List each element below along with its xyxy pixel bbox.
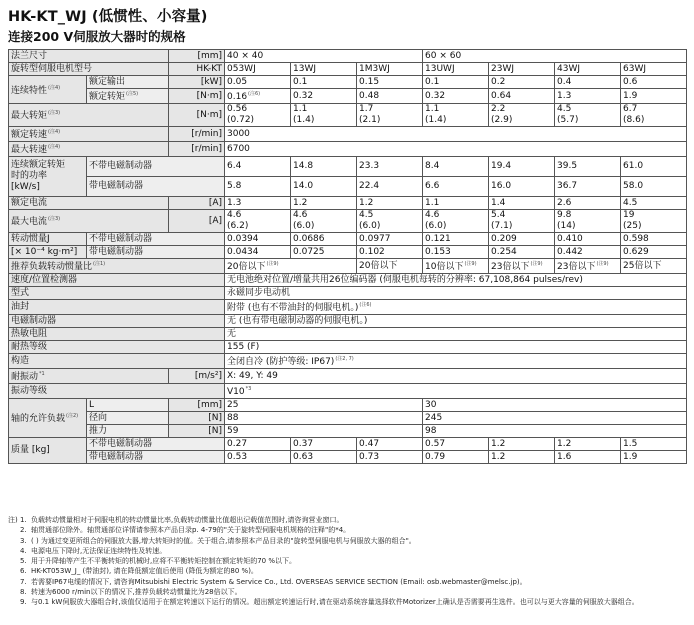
unit-label: [r/min] — [169, 142, 225, 157]
table-cell: 0.0394 — [225, 233, 291, 246]
row-label: 型式 — [9, 287, 225, 300]
table-cell: 20倍以下$^{(注9)}$ — [225, 259, 357, 274]
unit-label: [m/s²] — [169, 369, 225, 384]
table-row — [9, 177, 687, 197]
table-cell: 1.2 — [357, 197, 423, 210]
table-cell: 1.6 — [555, 451, 621, 464]
row-label: 推力 — [87, 425, 169, 438]
row-label: 油封 — [9, 300, 225, 315]
table-row — [9, 315, 687, 328]
row-label: 振动等级 — [9, 384, 225, 399]
table-cell: 2.6 — [555, 197, 621, 210]
table-cell: 1.1 — [423, 197, 489, 210]
table-cell: 1.7 (2.1) — [357, 104, 423, 127]
unit-label: [N·m] — [169, 89, 225, 104]
row-label: 带电磁制动器 — [87, 246, 225, 259]
table-row — [9, 89, 687, 104]
row-label: 不带电磁制动器 — [87, 438, 225, 451]
table-cell: 23倍以下$^{(注9)}$ — [555, 259, 621, 274]
table-row — [9, 210, 687, 233]
unit-label: [r/min] — [169, 127, 225, 142]
table-row — [9, 300, 687, 315]
table-row — [9, 369, 687, 384]
table-cell: 永磁同步电动机 — [225, 287, 687, 300]
table-cell: 1.2 — [555, 438, 621, 451]
row-group-label: 轴的允许负载$^{(注2)}$ — [9, 399, 87, 438]
table-cell: 2.2 (2.9) — [489, 104, 555, 127]
note-item: 8. 转速为6000 r/min以下的情况下,推荐负载转动惯量比为28倍以下。 — [20, 588, 242, 597]
table-row — [9, 425, 687, 438]
table-cell: 无电池绝对位置/增量共用26位编码器 (伺服电机每转的分辨率: 67,108,864 pulses/rev) — [225, 274, 687, 287]
table-cell: 61.0 — [621, 157, 687, 177]
table-cell: 0.254 — [489, 246, 555, 259]
table-cell: 0.410 — [555, 233, 621, 246]
table-cell: $0.16^{(注6)}$ — [225, 89, 291, 104]
table-cell: 245 — [423, 412, 687, 425]
table-cell: 6.4 — [225, 157, 291, 177]
table-cell: 1.2 — [291, 197, 357, 210]
table-cell: 0.57 — [423, 438, 489, 451]
table-row — [9, 233, 687, 246]
model-name: 053WJ — [225, 63, 291, 76]
row-label: 最大转矩$^{(注3)}$ — [9, 104, 169, 127]
table-cell: 58.0 — [621, 177, 687, 197]
table-cell: 0.0686 — [291, 233, 357, 246]
table-cell: 1.2 — [489, 438, 555, 451]
table-cell: 20倍以下 — [357, 259, 423, 274]
table-cell: 30 — [423, 399, 687, 412]
unit-label: [N·m] — [169, 104, 225, 127]
table-cell: 0.598 — [621, 233, 687, 246]
row-label: 额定转速$^{(注4)}$ — [9, 127, 169, 142]
row-label: 额定转矩$^{(注5)}$ — [87, 89, 169, 104]
table-cell: 0.442 — [555, 246, 621, 259]
table-cell: 0.1 — [423, 76, 489, 89]
table-cell: 0.05 — [225, 76, 291, 89]
table-cell: 1.4 — [489, 197, 555, 210]
table-cell: 0.32 — [291, 89, 357, 104]
table-cell: 40 × 40 — [225, 50, 423, 63]
row-label: 构造 — [9, 354, 225, 369]
unit-label: [N] — [169, 425, 225, 438]
row-label: 推荐负载转动惯量比$^{(注1)}$ — [9, 259, 225, 274]
table-cell: 无 — [225, 328, 687, 341]
model-name: 43WJ — [555, 63, 621, 76]
note-item: 7. 若需要IP67电缆的情况下, 请咨询Mitsubishi Electric System & Service Co., Ltd. OVERSEAS SERVICE SECTION (Email: osb.webmaster@melsc.jp)。 — [20, 577, 527, 586]
note-item: 2. 轴贯通部位除外。轴贯通部位详情请参照本产品目录p. 4-79的"关于旋转型伺服电机规格的注释"的*4。 — [20, 526, 351, 535]
table-cell: 0.73 — [357, 451, 423, 464]
row-label: 速度/位置检测器 — [9, 274, 225, 287]
table-cell: 1.3 — [225, 197, 291, 210]
note-item: 9. 与0.1 kW伺服放大器组合时,该值仅适用于在额定转速以下运行的情况。超出额定转速运行时,请在驱动系统容量选择软件Motorizer上确认是否需要再生选件。也可以与更大容量的伺服放大器组合。 — [20, 598, 639, 607]
row-label: 额定电流 — [9, 197, 169, 210]
row-label: 额定输出 — [87, 76, 169, 89]
table-cell: 4.5 (5.7) — [555, 104, 621, 127]
table-cell: 19 (25) — [621, 210, 687, 233]
table-cell: 全闭自冷 (防护等级: IP67)$^{(注2, 7)}$ — [225, 354, 687, 369]
unit-label: [A] — [169, 210, 225, 233]
table-row — [9, 341, 687, 354]
row-group-label: 连续额定转矩 时的功率 [kW/s] — [9, 157, 87, 197]
table-row — [9, 246, 687, 259]
table-cell: 4.6 (6.0) — [423, 210, 489, 233]
row-label: 不带电磁制动器 — [87, 157, 225, 177]
note-item: 5. 用于升降轴等产生不平衡转矩的机械时,应将不平衡转矩控制在额定转矩的70 %以下。 — [20, 557, 297, 566]
page-subtitle: 连接200 V伺服放大器时的规格 — [8, 29, 186, 44]
table-cell: 1.2 — [489, 451, 555, 464]
row-label: 不带电磁制动器 — [87, 233, 225, 246]
note-item: 3. ( ) 为通过变更所组合的伺服放大器,增大转矩时的值。关于组合,请参照本产品目录的"旋转型伺服电机与伺服放大器的组合"。 — [20, 536, 416, 545]
note-item: 4. 电源电压下降时,无法保证连续特性及转速。 — [20, 546, 167, 555]
table-cell: 0.32 — [423, 89, 489, 104]
table-cell: 0.15 — [357, 76, 423, 89]
table-cell: 0.121 — [423, 233, 489, 246]
table-cell: 0.0725 — [291, 246, 357, 259]
table-cell: 1.1 (1.4) — [423, 104, 489, 127]
table-cell: 1.3 — [555, 89, 621, 104]
table-cell: 0.4 — [555, 76, 621, 89]
table-cell: 4.5 (6.0) — [357, 210, 423, 233]
unit-label: [A] — [169, 197, 225, 210]
table-cell: 0.64 — [489, 89, 555, 104]
table-cell: V10$^{*3}$ — [225, 384, 687, 399]
table-cell: 14.0 — [291, 177, 357, 197]
unit-label: [N] — [169, 412, 225, 425]
model-name: 23WJ — [489, 63, 555, 76]
table-cell: 25倍以下 — [621, 259, 687, 274]
table-row — [9, 354, 687, 369]
table-cell: 5.8 — [225, 177, 291, 197]
table-row — [9, 197, 687, 210]
row-group-label: 转动惯量J — [9, 233, 87, 246]
table-cell: 8.4 — [423, 157, 489, 177]
row-label: 最大电流$^{(注3)}$ — [9, 210, 169, 233]
unit-label: [kW] — [169, 76, 225, 89]
table-cell: 3000 — [225, 127, 687, 142]
table-row — [9, 384, 687, 399]
table-cell: 19.4 — [489, 157, 555, 177]
table-cell: 25 — [225, 399, 423, 412]
table-cell: 14.8 — [291, 157, 357, 177]
table-cell: 0.56 (0.72) — [225, 104, 291, 127]
table-cell: 0.63 — [291, 451, 357, 464]
table-row — [9, 412, 687, 425]
table-row — [9, 259, 687, 274]
table-cell: 1.5 — [621, 438, 687, 451]
table-cell: 4.6 (6.2) — [225, 210, 291, 233]
model-name: 13UWJ — [423, 63, 489, 76]
table-cell: 0.0434 — [225, 246, 291, 259]
table-cell: 0.153 — [423, 246, 489, 259]
table-cell: 1.9 — [621, 451, 687, 464]
table-row — [9, 63, 687, 76]
model-prefix: HK-KT — [169, 63, 225, 76]
table-cell: 23倍以下$^{(注9)}$ — [489, 259, 555, 274]
row-label: 最大转速$^{(注4)}$ — [9, 142, 169, 157]
table-cell: 6.7 (8.6) — [621, 104, 687, 127]
table-cell: 6.6 — [423, 177, 489, 197]
table-cell: 36.7 — [555, 177, 621, 197]
table-cell: 0.27 — [225, 438, 291, 451]
table-cell: 0.47 — [357, 438, 423, 451]
table-cell: 10倍以下$^{(注9)}$ — [423, 259, 489, 274]
table-row — [9, 157, 687, 177]
table-cell: 9.8 (14) — [555, 210, 621, 233]
table-cell: 22.4 — [357, 177, 423, 197]
table-cell: 0.48 — [357, 89, 423, 104]
model-name: 13WJ — [291, 63, 357, 76]
table-cell: 5.4 (7.1) — [489, 210, 555, 233]
table-cell: 附带 (也有不带油封的伺服电机。)$^{(注6)}$ — [225, 300, 687, 315]
row-label: L — [87, 399, 169, 412]
unit-label: [mm] — [169, 50, 225, 63]
row-label: 径向 — [87, 412, 169, 425]
table-cell: 59 — [225, 425, 423, 438]
row-group-label: 连续特性$^{(注4)}$ — [9, 76, 87, 104]
table-cell: 0.1 — [291, 76, 357, 89]
notes-section — [8, 515, 688, 608]
table-cell: X: 49, Y: 49 — [225, 369, 687, 384]
row-label: 旋转型伺服电机型号 — [9, 63, 169, 76]
table-cell: 1.9 — [621, 89, 687, 104]
row-label: 电磁制动器 — [9, 315, 225, 328]
table-row — [9, 127, 687, 142]
table-cell: 23.3 — [357, 157, 423, 177]
model-name: 63WJ — [621, 63, 687, 76]
row-label: 耐振动$^{*1}$ — [9, 369, 169, 384]
table-row — [9, 76, 687, 89]
table-row — [9, 328, 687, 341]
unit-label: [mm] — [169, 399, 225, 412]
table-cell: 6700 — [225, 142, 687, 157]
table-row — [9, 451, 687, 464]
table-cell: 0.6 — [621, 76, 687, 89]
table-cell: 1.1 (1.4) — [291, 104, 357, 127]
table-cell: 0.629 — [621, 246, 687, 259]
row-group-label: 质量 [kg] — [9, 438, 87, 464]
row-label: 热敏电阻 — [9, 328, 225, 341]
table-cell: 60 × 60 — [423, 50, 687, 63]
table-row — [9, 399, 687, 412]
table-cell: 0.209 — [489, 233, 555, 246]
table-row — [9, 142, 687, 157]
table-cell: 0.79 — [423, 451, 489, 464]
table-cell: 无 (也有带电磁制动器的伺服电机。) — [225, 315, 687, 328]
table-row — [9, 438, 687, 451]
note-item: 6. HK-KT053W_J_ (带油封), 请在降低额定值后使用 (降低为额定的80 %)。 — [20, 567, 258, 576]
table-cell: 0.0977 — [357, 233, 423, 246]
table-row — [9, 50, 687, 63]
table-cell: 98 — [423, 425, 687, 438]
model-name: 1M3WJ — [357, 63, 423, 76]
table-cell: 155 (F) — [225, 341, 687, 354]
table-cell: 0.37 — [291, 438, 357, 451]
table-cell: 39.5 — [555, 157, 621, 177]
row-label: 法兰尺寸 — [9, 50, 169, 63]
table-cell: 0.2 — [489, 76, 555, 89]
table-cell: 0.53 — [225, 451, 291, 464]
row-label: 带电磁制动器 — [87, 451, 225, 464]
table-cell: 0.102 — [357, 246, 423, 259]
table-cell: 88 — [225, 412, 423, 425]
row-label: 耐热等级 — [9, 341, 225, 354]
note-item: 注) 1. 负载转动惯量相对于伺服电机的转动惯量比率,负载转动惯量比值超出记载值范围时,请咨询营业窗口。 — [8, 516, 344, 524]
table-row — [9, 104, 687, 127]
row-group-unit: [× 10⁻⁴ kg·m²] — [9, 246, 87, 259]
table-cell: 16.0 — [489, 177, 555, 197]
spec-table — [8, 49, 687, 464]
table-cell: 4.6 (6.0) — [291, 210, 357, 233]
row-label: 带电磁制动器 — [87, 177, 225, 197]
page-title: HK-KT_WJ (低惯性、小容量) — [8, 9, 208, 25]
table-row — [9, 274, 687, 287]
table-cell: 4.5 — [621, 197, 687, 210]
table-row — [9, 287, 687, 300]
